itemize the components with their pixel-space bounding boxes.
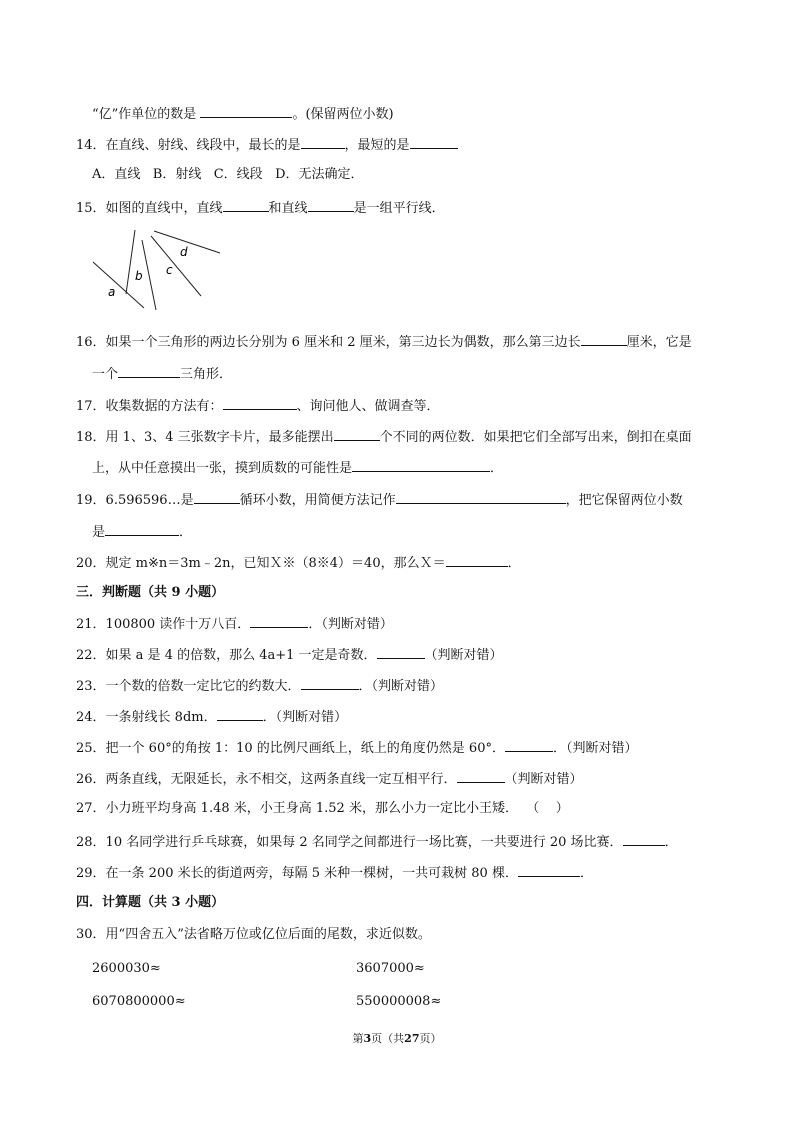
q22-line: 22．如果 a 是 4 的倍数，那么 4a+1 一定是奇数． （判断对错） — [76, 645, 503, 665]
q18-blank-2[interactable] — [352, 458, 490, 472]
q24-line: 24．一条射线长 8dm． ．（判断对错） — [76, 707, 347, 727]
line-c — [151, 236, 201, 296]
q14-blank-2[interactable] — [410, 135, 458, 149]
q15-blank-2[interactable] — [308, 198, 354, 212]
q20-blank[interactable] — [446, 553, 508, 567]
label-a: a — [108, 285, 116, 299]
q13-blank[interactable] — [200, 104, 292, 118]
q26-blank[interactable] — [457, 769, 505, 783]
line-b-left — [126, 230, 135, 294]
q15-blank-1[interactable] — [223, 198, 269, 212]
q28-line: 28．10 名同学进行乒乓球赛，如果每 2 名同学之间都进行一场比赛，一共要进行 20 场比赛． ． — [76, 832, 678, 852]
q30-line: 30．用“四舍五入”法省略万位或亿位后面的尾数，求近似数。 — [76, 927, 431, 942]
q24-blank[interactable] — [217, 707, 263, 721]
q29-line: 29．在一条 200 米长的街道两旁，每隔 5 米种一棵树，一共可栽树 80 棵． ． — [76, 863, 593, 883]
q25-blank[interactable] — [505, 738, 553, 752]
q19-blank-2[interactable] — [396, 490, 566, 504]
q14-blank-1[interactable] — [301, 135, 345, 149]
q16-line: 16．如果一个三角形的两边长分别为 6 厘米和 2 厘米，第三边长为偶数，那么第三边长 厘米，它是 — [76, 332, 692, 352]
q28-blank[interactable] — [623, 832, 665, 846]
section-3-heading: 三．判断题（共 9 小题） — [76, 585, 225, 600]
q18-blank-1[interactable] — [334, 427, 380, 441]
approx-item-3: 6070800000≈ — [92, 994, 186, 1009]
q19-blank-1[interactable] — [194, 490, 240, 504]
q16-line-2: 一个 三角形． — [92, 364, 232, 384]
q14-line: 14．在直线、射线、线段中，最长的是 ，最短的是 — [76, 135, 458, 155]
q13-line: “亿”作单位的数是 。(保留两位小数) — [92, 104, 394, 124]
q17-line: 17．收集数据的方法有： 、询问他人、做调查等． — [76, 396, 440, 416]
label-d: d — [180, 245, 188, 259]
q16-blank-1[interactable] — [581, 332, 627, 346]
q18-line-2: 上，从中任意摸出一张，摸到质数的可能性是 ． — [92, 458, 503, 478]
parallel-lines-figure — [88, 228, 228, 310]
label-b: b — [135, 269, 143, 283]
q22-blank[interactable] — [377, 645, 425, 659]
q19-line-2: 是 ． — [92, 522, 192, 542]
q27-line: 27．小力班平均身高 1.48 米，小王身高 1.52 米，那么小力一定比小王矮． （ ） — [76, 801, 569, 816]
label-c: c — [166, 263, 173, 277]
q20-line: 20．规定 m※n＝3m﹣2n，已知Ｘ※（8※4）＝40，那么Ｘ＝ ． — [76, 553, 521, 573]
page-number: 3 — [363, 1032, 372, 1045]
approx-item-1: 2600030≈ — [92, 961, 161, 976]
q21-line: 21．100800 读作十万八百． ．（判断对错） — [76, 614, 393, 634]
q19-blank-3[interactable] — [105, 522, 179, 536]
approx-item-2: 3607000≈ — [356, 961, 425, 976]
q23-line: 23．一个数的倍数一定比它的约数大． ．（判断对错） — [76, 676, 443, 696]
q14-options: A．直线 B．射线 C．线段 D．无法确定． — [92, 167, 364, 182]
page-footer: 第3页（共27页） — [352, 1032, 442, 1045]
q19-line: 19．6.596596…是 循环小数，用简便方法记作 ，把它保留两位小数 — [76, 490, 683, 510]
q18-line: 18．用 1、3、4 三张数字卡片，最多能摆出 个不同的两位数．如果把它们全部写出来，倒扣在桌面 — [76, 427, 692, 447]
page-total: 27 — [404, 1032, 420, 1045]
section-4-heading: 四．计算题（共 3 小题） — [76, 895, 225, 910]
line-b-right — [142, 240, 156, 310]
q23-blank[interactable] — [301, 676, 359, 690]
q29-blank[interactable] — [518, 863, 580, 877]
q21-blank[interactable] — [250, 614, 308, 628]
q17-blank[interactable] — [223, 396, 297, 410]
q25-line: 25．把一个 60°的角按 1：10 的比例尺画纸上，纸上的角度仍然是 60°． ．（判断对错） — [76, 738, 637, 758]
approx-item-4: 550000008≈ — [356, 994, 442, 1009]
q26-line: 26．两条直线，无限延长，永不相交，这两条直线一定互相平行． （判断对错） — [76, 769, 583, 789]
q16-blank-2[interactable] — [118, 364, 180, 378]
q15-line: 15．如图的直线中，直线 和直线 是一组平行线． — [76, 198, 445, 218]
